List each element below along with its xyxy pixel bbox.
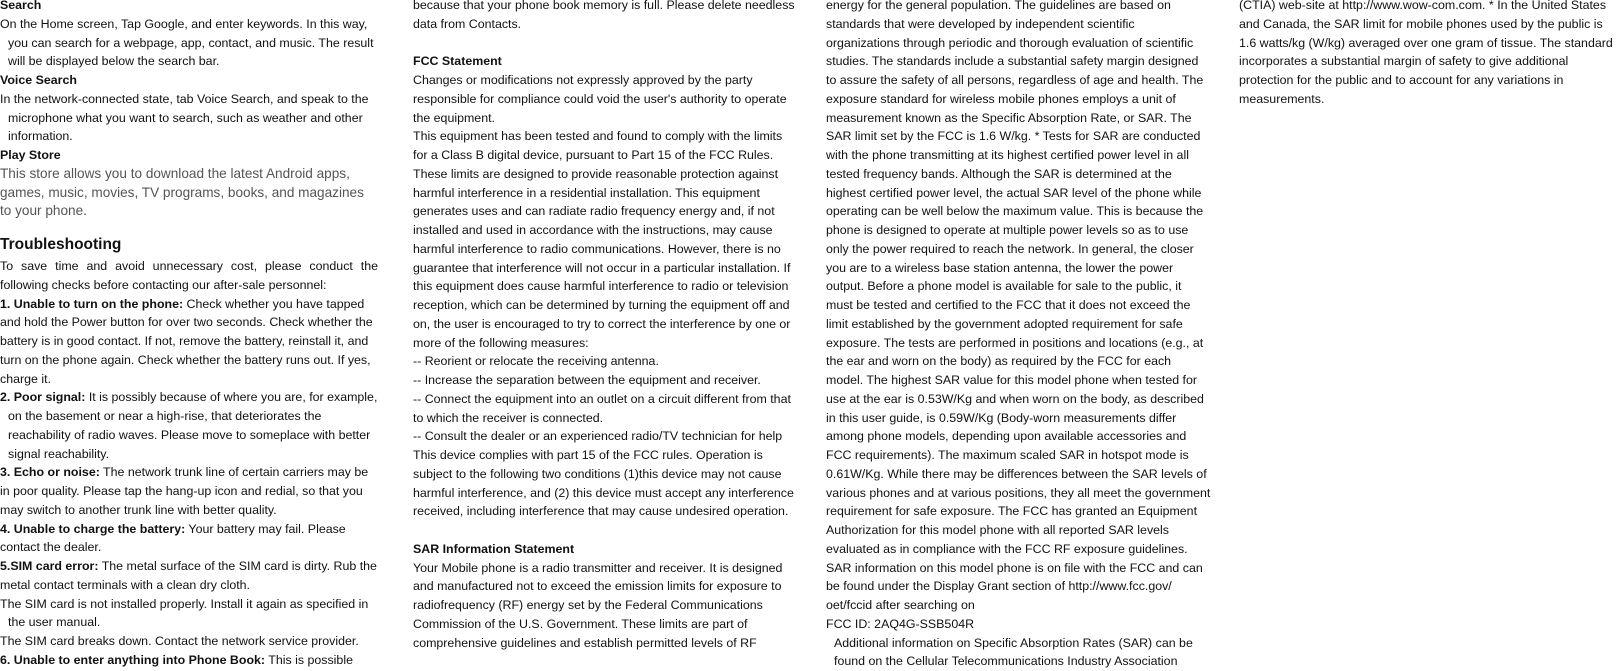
paragraph: microphone what you want to search, such as weather and other bbox=[0, 109, 378, 128]
paragraph: reachability of radio waves. Please move to someplace with better bbox=[0, 426, 378, 445]
paragraph: On the Home screen, Tap Google, and enter keywords. In this way, bbox=[0, 15, 378, 34]
paragraph: Additional information on Specific Absorption Rates (SAR) can be found on the Cellular Telecommunications Industry Association bbox=[826, 634, 1211, 671]
column-1 bbox=[0, 0, 378, 670]
section-heading: FCC Statement bbox=[413, 52, 797, 71]
paragraph: The SIM card is not installed properly. Install it again as specified in bbox=[0, 595, 378, 614]
paragraph: Changes or modifications not expressly approved by the party responsible for compliance could void the user's authority to operate the equipment. bbox=[413, 71, 797, 127]
paragraph: This equipment has been tested and found to comply with the limits for a Class B digital device, pursuant to Part 15 of the FCC Rules. These limits are designed to provide reasonable protection against harmful interference in a residential installation. This equipment generates uses and can radiate radio frequency energy and, if not installed and used in accordance with the instructions, may cause harmful interference to radio communications. However, there is no guarantee that interference will not occur in a particular installation. If this equipment does cause harmful interference to radio or television reception, which can be determined by turning the equipment off and on, the user is encouraged to try to correct the interference by one or more of the following measures: bbox=[413, 127, 797, 352]
section-heading: Voice Search bbox=[0, 71, 378, 90]
section-heading: Play Store bbox=[0, 146, 378, 165]
paragraph: This store allows you to download the latest Android apps, games, music, movies, TV programs, books, and magazines to your phone. bbox=[0, 165, 378, 221]
paragraph: -- Connect the equipment into an outlet on a circuit different from that to which the receiver is connected. bbox=[413, 390, 797, 428]
list-item bbox=[0, 295, 378, 389]
list-item bbox=[0, 388, 378, 407]
item-label: 2. Poor signal: bbox=[0, 390, 85, 404]
paragraph: -- Consult the dealer or an experienced radio/TV technician for help bbox=[413, 427, 797, 446]
paragraph: signal reachability. bbox=[0, 445, 378, 464]
paragraph: The SIM card breaks down. Contact the network service provider. bbox=[0, 632, 378, 651]
item-text: Your battery may fail. Please contact the dealer. bbox=[0, 522, 346, 555]
paragraph: energy for the general population. The guidelines are based on standards that were developed by independent scientific organizations through periodic and thorough evaluation of scientific studies. The standards include a substantial safety margin designed to assure the safety of all persons, regardless of age and health. The exposure standard for wireless mobile phones employs a unit of measurement known as the Specific Absorption Rate, or SAR. The SAR limit set by the FCC is 1.6 W/kg. * Tests for SAR are conducted with the phone transmitting at its highest certified power level in all tested frequency bands. Although the SAR is determined at the highest certified power level, the actual SAR level of the phone while operating can be well below the maximum value. This is because the phone is designed to operate at multiple power levels so as to use only the power required to reach the network. In general, the closer you are to a wireless base station antenna, the lower the power output. Before a phone model is available for sale to the public, it must be tested and certified to the FCC that it does not exceed the limit established by the government adopted requirement for safe exposure. The tests are performed in positions and locations (e.g., at the ear and worn on the body) as required by the FCC for each model. The highest SAR value for this model phone when tested for use at the ear is 0.53W/Kg and when worn on the body, as described in this user guide, is 0.59W/Kg (Body-worn measurements differ among phone models, depending upon available accessories and FCC requirements). The maximum scaled SAR in hotspot mode is 0.61W/Kg. While there may be differences between the SAR levels of various phones and at various positions, they all meet the government requirement for safe exposure. The FCC has granted an Equipment Authorization for this model phone with all reported SAR levels evaluated as in compliance with the FCC RF exposure guidelines. SAR information on this model phone is on file with the FCC and can be found under the Display Grant section of http://www.fcc.gov/ oet/fccid after searching on bbox=[826, 0, 1211, 615]
item-label: 5.SIM card error: bbox=[0, 559, 98, 573]
paragraph: (CTIA) web-site at http://www.wow-com.com. * In the United States and Canada, the SAR limit for mobile phones used by the public is 1.6 watts/kg (W/kg) averaged over one gram of tissue. The standard incorporates a substantial margin of safety to give additional protection for the public and to account for any variations in measurements. bbox=[1239, 0, 1616, 109]
paragraph: on the basement or near a high-rise, that deteriorates the bbox=[0, 407, 378, 426]
item-text: This is possible bbox=[265, 653, 353, 667]
item-text: The metal surface of the SIM card is dirty. Rub the metal contact terminals with a clean dry cloth. bbox=[0, 559, 377, 592]
item-text: Check whether you have tapped and hold the Power button for over two seconds. Check whether the battery is in good contact. If not, remove the battery, reinstall it, and turn on the phone again. Check whether the battery runs out. If yes, charge it. bbox=[0, 297, 373, 386]
item-label: 1. Unable to turn on the phone: bbox=[0, 297, 183, 311]
column-3 bbox=[826, 0, 1211, 671]
list-item bbox=[0, 557, 378, 595]
list-item bbox=[0, 520, 378, 558]
paragraph: Your Mobile phone is a radio transmitter and receiver. It is designed and manufactured not to exceed the emission limits for exposure to radiofrequency (RF) energy set by the Federal Communications Commission of the U.S. Government. These limits are part of comprehensive guidelines and establish permitted levels of RF bbox=[413, 559, 797, 653]
paragraph: To save time and avoid unnecessary cost, please conduct the following checks before contacting our after-sale personnel: bbox=[0, 257, 378, 295]
item-label: 6. Unable to enter anything into Phone Book: bbox=[0, 653, 265, 667]
section-heading: Search bbox=[0, 0, 378, 15]
column-2 bbox=[413, 0, 797, 652]
paragraph: because that your phone book memory is full. Please delete needless data from Contacts. bbox=[413, 0, 797, 34]
paragraph: information. bbox=[0, 127, 378, 146]
paragraph: In the network-connected state, tab Voice Search, and speak to the bbox=[0, 90, 378, 109]
paragraph: you can search for a webpage, app, contact, and music. The result bbox=[0, 34, 378, 53]
fcc-id: FCC ID: 2AQ4G-SSB504R bbox=[826, 615, 1211, 634]
paragraph: will be displayed below the search bar. bbox=[0, 52, 378, 71]
paragraph: -- Increase the separation between the equipment and receiver. bbox=[413, 371, 797, 390]
paragraph: -- Reorient or relocate the receiving antenna. bbox=[413, 352, 797, 371]
list-item bbox=[0, 463, 378, 519]
column-4 bbox=[1239, 0, 1616, 109]
item-text: It is possibly because of where you are, for example, bbox=[85, 390, 377, 404]
paragraph: the user manual. bbox=[0, 613, 378, 632]
item-text: The network trunk line of certain carriers may be in poor quality. Please tap the hang-up icon and redial, so that you may switch to another trunk line with better quality. bbox=[0, 465, 368, 517]
section-heading: SAR Information Statement bbox=[413, 540, 797, 559]
item-label: 4. Unable to charge the battery: bbox=[0, 522, 185, 536]
list-item bbox=[0, 651, 378, 670]
item-label: 3. Echo or noise: bbox=[0, 465, 100, 479]
paragraph: This device complies with part 15 of the FCC rules. Operation is subject to the following two conditions (1)this device may not cause harmful interference, and (2) this device must accept any interference received, including interference that may cause undesired operation. bbox=[413, 446, 797, 521]
troubleshooting-title: Troubleshooting bbox=[0, 234, 378, 255]
